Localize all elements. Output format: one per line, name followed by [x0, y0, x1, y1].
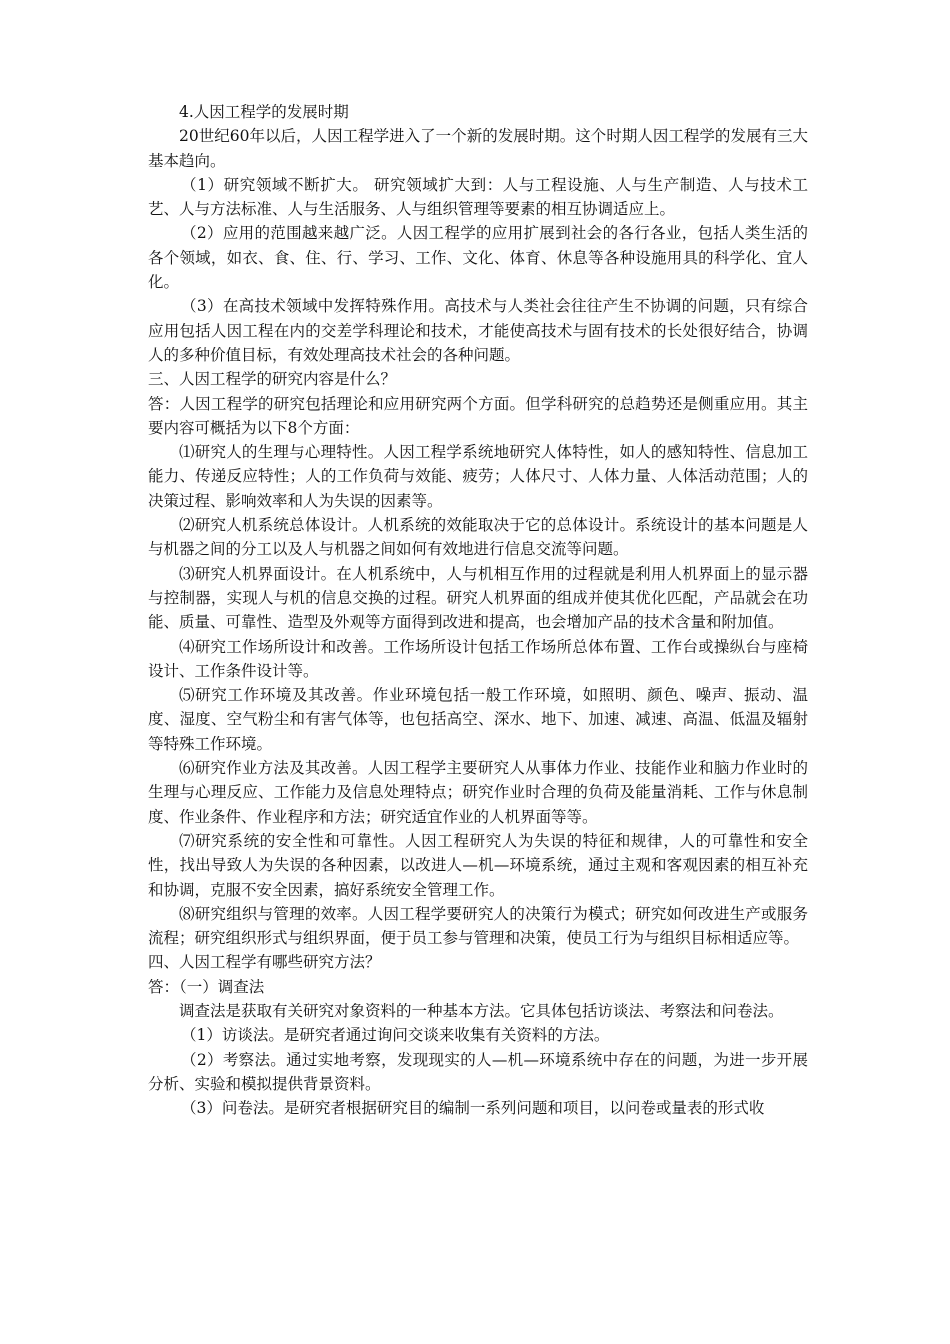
question-heading-research-methods: 四、人因工程学有哪些研究方法？ [148, 953, 381, 972]
question-heading-research-content: 三、人因工程学的研究内容是什么？ [148, 370, 397, 389]
section-heading-development-period: 4.人因工程学的发展时期 [179, 103, 349, 121]
list-item-content-8: ⑻研究组织与管理的效率。人因工程学要研究人的决策行为模式；研究如何改进生产或服务流程；研究组织形式与组织界面，便于员工参与管理和决策，使员工行为与组织目标相适应等。 [148, 904, 808, 948]
paragraph-trend-3: （3）在高技术领域中发挥特殊作用。高技术与人类社会往往产生不协调的问题，只有综合应用包括人因工程在内的交差学科理论和技术，才能使高技术与固有技术的长处很好结合，协调人的多种价值目标，有效处理高技术社会的各种问题。 [148, 297, 808, 364]
list-item-content-1: ⑴研究人的生理与心理特性。人因工程学系统地研究人体特性，如人的感知特性、信息加工能力、传递反应特性；人的工作负荷与效能、疲劳；人体尺寸、人体力量、人体活动范围；人的决策过程、影响效率和人为失误的因素等。 [148, 443, 808, 510]
answer-research-content-intro: 答：人因工程学的研究包括理论和应用研究两个方面。但学科研究的总趋势还是侧重应用。其主要内容可概括为以下8个方面： [148, 394, 808, 437]
list-item-content-6: ⑹研究作业方法及其改善。人因工程学主要研究人从事体力作业、技能作业和脑力作业时的生理与心理反应、工作能力及信息处理特点；研究作业时合理的负荷及能量消耗、工作与休息制度、作业条件、作业程序和方法；研究适宜作业的人机界面等等。 [148, 759, 808, 826]
list-item-content-3: ⑶研究人机界面设计。在人机系统中，人与机相互作用的过程就是利用人机界面上的显示器与控制器，实现人与机的信息交换的过程。研究人机界面的组成并使其优化匹配，产品就会在功能、质量、可靠性、造型及外观等方面得到改进和提高，也会增加产品的技术含量和附加值。 [148, 564, 808, 632]
paragraph-trend-2: （2）应用的范围越来越广泛。人因工程学的应用扩展到社会的各行各业，包括人类生活的各个领域，如衣、食、住、行、学习、工作、文化、体育、休息等各种设施用具的科学化、宜人化。 [148, 224, 808, 292]
paragraph-survey-method: 调查法是获取有关研究对象资料的一种基本方法。它具体包括访谈法、考察法和问卷法。 [179, 1001, 784, 1020]
paragraph-intro-trends: 20世纪60年以后，人因工程学进入了一个新的发展时期。这个时期人因工程学的发展有三大基本趋向。 [148, 127, 808, 170]
list-item-inspection-method: （2）考察法。通过实地考察，发现现实的人—机—环境系统中存在的问题，为进一步开展分析、实验和模拟提供背景资料。 [148, 1050, 808, 1093]
paragraph-trend-1: （1）研究领域不断扩大。 研究领域扩大到：人与工程设施、人与生产制造、人与技术工艺、人与方法标准、人与生活服务、人与组织管理等要素的相互协调适应上。 [148, 175, 808, 219]
list-item-content-5: ⑸研究工作环境及其改善。作业环境包括一般工作环境，如照明、颜色、噪声、振动、温度、湿度、空气粉尘和有害气体等，也包括高空、深水、地下、加速、减速、高温、低温及辐射等特殊工作环境。 [148, 686, 808, 753]
answer-survey-method-heading: 答：（一）调查法 [148, 977, 265, 996]
list-item-content-4: ⑷研究工作场所设计和改善。工作场所设计包括工作场所总体布置、工作台或操纵台与座椅设计、工作条件设计等。 [148, 637, 808, 680]
list-item-content-7: ⑺研究系统的安全性和可靠性。人因工程研究人为失误的特征和规律，人的可靠性和安全性，找出导致人为失误的各种因素，以改进人—机—环境系统，通过主观和客观因素的相互补充和协调，克服不安全因素，搞好系统安全管理工作。 [148, 831, 808, 899]
document-body [148, 100, 808, 1120]
list-item-questionnaire-method: （3）问卷法。是研究者根据研究目的编制一系列问题和项目，以问卷或量表的形式收 [181, 1099, 765, 1118]
list-item-content-2: ⑵研究人机系统总体设计。人机系统的效能取决于它的总体设计。系统设计的基本问题是人与机器之间的分工以及人与机器之间如何有效地进行信息交流等问题。 [148, 516, 808, 559]
list-item-interview-method: （1）访谈法。是研究者通过询问交谈来收集有关资料的方法。 [181, 1026, 610, 1045]
